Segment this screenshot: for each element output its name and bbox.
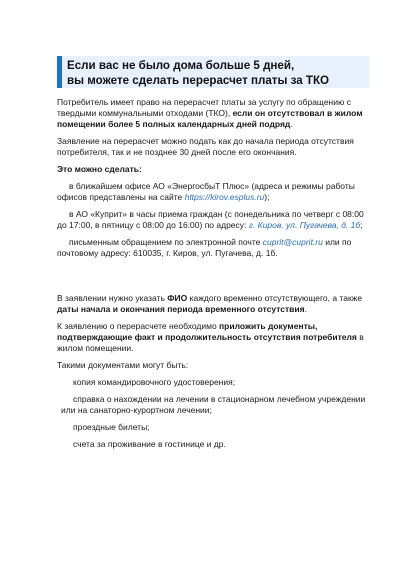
doc-item: копия командировочного удостоверения; <box>73 377 236 387</box>
intro-bold: если он отсутствовал в жилом помещении более 5 полных календарных дней подряд <box>57 108 363 129</box>
docs-heading: Такими документами могут быть: <box>57 360 189 370</box>
title-banner <box>57 56 369 88</box>
how-heading-text: Это можно сделать: <box>57 164 142 174</box>
fio-text-1: В заявлении нужно указать <box>57 293 168 303</box>
doc-item: справка о нахождении на лечении в стационарном лечебном учреждении или на санаторно-курортном лечении; <box>61 394 366 415</box>
fio-bold-1: ФИО <box>167 293 188 303</box>
fio-paragraph <box>57 293 375 315</box>
intro-paragraph <box>57 97 375 130</box>
option-email <box>57 237 375 259</box>
office-text: в ближайшем офисе АО «ЭнергосбыТ Плюс» (адреса и режимы работы офисов представлены на сайте <box>57 181 355 202</box>
kuprit-address-link[interactable]: г. Киров, ул. Пугачева, д. 1б <box>248 220 361 230</box>
fio-text-3: . <box>304 304 307 314</box>
doc-item: счета за проживание в гостинице и др. <box>73 439 226 449</box>
docs-text-1: К заявлению о перерасчете необходимо <box>57 321 220 331</box>
email-end: или по почтовому адресу: 610035, г. Киров, ул. Пугачева, д. 1б. <box>57 237 352 258</box>
option-office <box>57 181 375 203</box>
office-link[interactable]: https://kirov.esplus.ru <box>184 192 265 202</box>
email-link[interactable]: cuprit@cuprit.ru <box>262 237 323 247</box>
docs-bold: приложить документы, подтверждающие факт и продолжительность отсутствия потребителя <box>57 321 357 342</box>
fio-bold-2: даты начала и окончания периода временного отсутствия <box>57 304 305 314</box>
how-heading <box>57 164 375 175</box>
intro-end: . <box>290 119 293 129</box>
option-kuprit <box>57 209 375 231</box>
doc-item: проездные билеты; <box>73 422 150 432</box>
deadline-paragraph: Заявление на перерасчет можно подать как до начала периода отсутствия потребителя, так и не позднее 30 дней после его окончания. <box>57 136 354 157</box>
kuprit-text: в АО «Куприт» в часы приема граждан (с понедельника по четверг с 08:00 до 17:00, в пятницу с 08:00 до 16:00) по адресу: <box>57 209 364 230</box>
kuprit-end: ; <box>360 220 363 230</box>
office-end: ); <box>264 192 270 202</box>
docs-paragraph <box>57 321 375 354</box>
title-line-2: вы можете сделать перерасчет платы за ТКО <box>67 74 330 87</box>
email-text: письменным обращением по электронной почте <box>69 237 263 247</box>
intro-text: Потребитель имеет право на перерасчет платы за услугу по обращению с твердыми коммунальными отходами (ТКО), <box>57 97 351 118</box>
fio-text-2: каждого временно отсутствующего, а также <box>187 293 363 303</box>
title-line-1: Если вас не было дома больше 5 дней, <box>67 59 295 72</box>
docs-text-2: в жилом помещении. <box>57 332 364 353</box>
document-body <box>57 97 375 450</box>
